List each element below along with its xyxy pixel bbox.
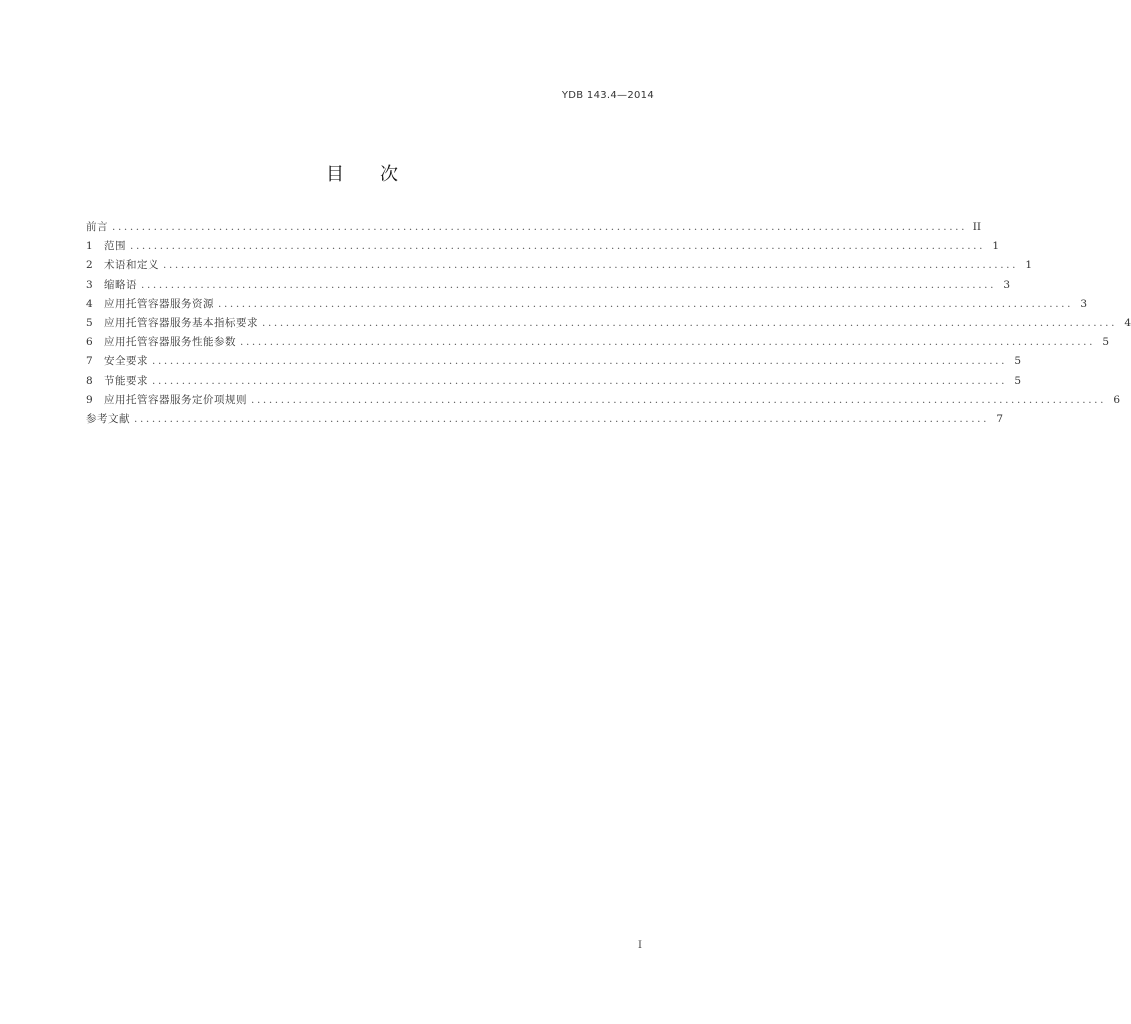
toc-entry-page: 6: [1113, 393, 1121, 406]
toc-entry-page: II: [972, 221, 982, 233]
toc-entry-8[interactable]: [86, 372, 1022, 391]
toc-leader-dots: ................................................................................................................................................: [251, 393, 1107, 406]
table-of-contents: [86, 218, 1131, 429]
toc-entry-5[interactable]: [86, 314, 1131, 333]
toc-entry-page: 5: [1014, 355, 1022, 368]
toc-entry-label: 范围: [104, 240, 126, 253]
toc-entry-label: 前言: [86, 221, 108, 233]
toc-entry-6[interactable]: [86, 333, 1110, 352]
toc-entry-number: 1: [86, 240, 93, 253]
toc-entry-number: 5: [86, 316, 93, 329]
toc-entry-page: 3: [1080, 297, 1088, 310]
toc-entry-number: 9: [86, 393, 93, 406]
toc-entry-label: 参考文献: [86, 412, 130, 425]
toc-leader-dots: ................................................................................................................................................: [134, 412, 990, 425]
toc-entry-foreword[interactable]: [86, 218, 982, 237]
toc-leader-dots: ................................................................................................................................................: [152, 374, 1008, 387]
toc-entry-page: 4: [1124, 316, 1131, 329]
toc-entry-label: 应用托管容器服务性能参数: [104, 336, 236, 349]
toc-entry-number: 3: [86, 278, 93, 291]
toc-leader-dots: ................................................................................................................................................: [262, 316, 1118, 329]
toc-entry-9[interactable]: [86, 391, 1121, 410]
title-part-1: 目: [326, 164, 344, 185]
toc-entry-label: 应用托管容器服务资源: [104, 297, 214, 310]
toc-entry-number: 8: [86, 374, 93, 387]
toc-entry-4[interactable]: [86, 295, 1088, 314]
toc-entry-label: 应用托管容器服务定价项规则: [104, 393, 247, 406]
toc-entry-references[interactable]: [86, 410, 1004, 429]
toc-entry-page: 1: [992, 240, 1000, 253]
toc-entry-2[interactable]: [86, 256, 1033, 275]
toc-entry-label: 节能要求: [104, 374, 148, 387]
toc-entry-number: 2: [86, 259, 93, 272]
title-part-2: 次: [380, 164, 398, 185]
toc-leader-dots: ................................................................................................................................................: [240, 336, 1096, 349]
toc-leader-dots: ................................................................................................................................................: [163, 259, 1019, 272]
toc-entry-label: 缩略语: [104, 278, 137, 291]
toc-entry-3[interactable]: [86, 276, 1011, 295]
toc-entry-number: 4: [86, 297, 93, 310]
toc-entry-number: 7: [86, 355, 93, 368]
toc-leader-dots: ................................................................................................................................................: [152, 355, 1008, 368]
toc-entry-label: 安全要求: [104, 355, 148, 368]
toc-entry-number: 6: [86, 336, 93, 349]
toc-leader-dots: ................................................................................................................................................: [141, 278, 997, 291]
toc-leader-dots: ................................................................................................................................................: [130, 240, 986, 253]
page-number: I: [638, 940, 642, 951]
toc-entry-label: 术语和定义: [104, 259, 159, 272]
document-code: YDB 143.4—2014: [561, 90, 654, 101]
toc-entry-page: 5: [1102, 336, 1110, 349]
toc-entry-7[interactable]: [86, 352, 1022, 371]
toc-entry-page: 3: [1003, 278, 1011, 291]
toc-leader-dots: ................................................................................................................................................: [218, 297, 1074, 310]
page-title: [0, 160, 724, 186]
toc-entry-1[interactable]: [86, 237, 1000, 256]
toc-entry-page: 7: [996, 412, 1004, 425]
toc-entry-page: 5: [1014, 374, 1022, 387]
toc-leader-dots: ................................................................................................................................................: [112, 221, 968, 233]
toc-entry-page: 1: [1025, 259, 1033, 272]
toc-entry-label: 应用托管容器服务基本指标要求: [104, 316, 258, 329]
